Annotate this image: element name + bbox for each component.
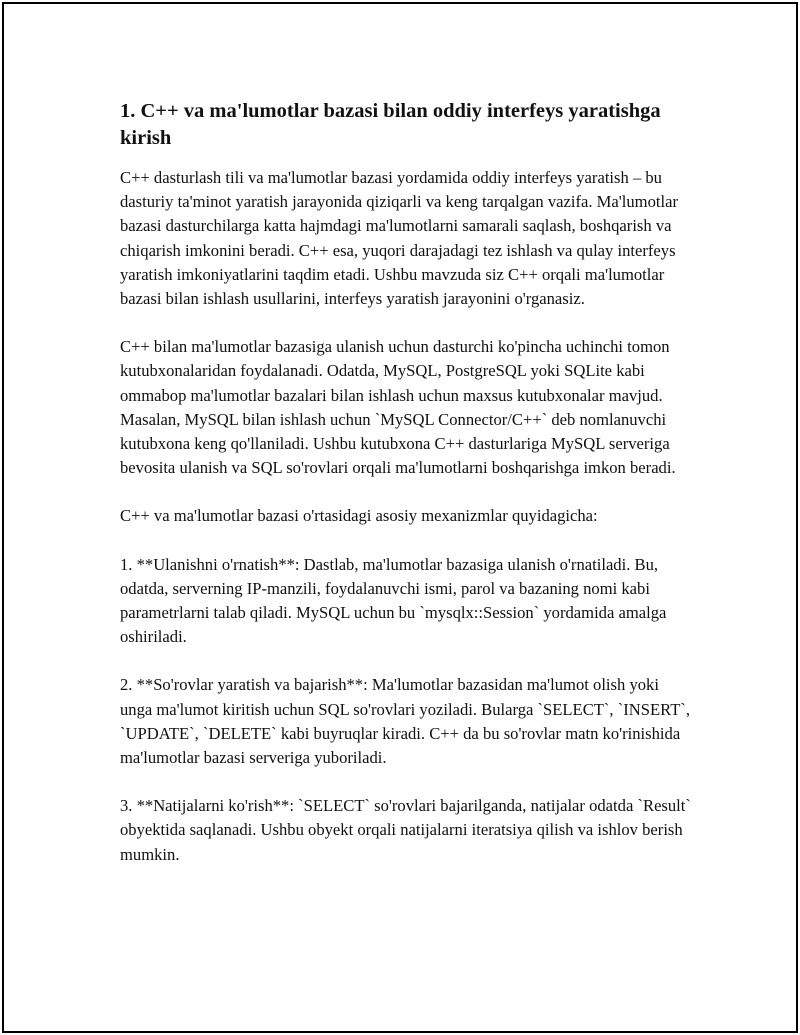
paragraph-libraries: C++ bilan ma'lumotlar bazasiga ulanish uchun dasturchi ko'pincha uchinchi tomon kutubxonalaridan foydalanadi. Odatda, MySQL, PostgreSQL yoki SQLite kabi ommabop ma'lumotlar bazalari bilan ishlash uchun maxsus kutubxonalar mavjud. Masalan, MySQL bilan ishlash uchun `MySQL Connector/C++` deb nomlanuvchi kutubxona keng qo'llaniladi. Ushbu kutubxona C++ dasturlariga MySQL serveriga bevosita ulanish va SQL so'rovlari orqali ma'lumotlarni boshqarishga imkon beradi. — [120, 337, 676, 478]
section-heading: 1. C++ va ma'lumotlar bazasi bilan oddiy interfeys yaratishga kirish — [120, 100, 661, 149]
paragraph-mechanisms-intro: C++ va ma'lumotlar bazasi o'rtasidagi asosiy mexanizmlar quyidagicha: — [120, 506, 598, 526]
paragraph-intro: C++ dasturlash tili va ma'lumotlar bazasi yordamida oddiy interfeys yaratish – bu dasturiy ta'minot yaratish jarayonida qiziqarli va keng tarqalgan vazifa. Ma'lumotlar bazasi dasturchilarga katta hajmdagi ma'lumotlarni samarali saqlash, boshqarish va chiqarish imkonini beradi. C++ esa, yuqori darajadagi tez ishlash va qulay interfeys yaratish imkoniyatlarini taqdim etadi. Ushbu mavzuda siz C++ orqali ma'lumotlar bazasi bilan ishlash usullarini, interfeys yaratish jarayonini o'rganasiz. — [120, 168, 678, 309]
list-item-connection: 1. **Ulanishni o'rnatish**: Dastlab, ma'lumotlar bazasiga ulanish o'rnatiladi. Bu, odatda, serverning IP-manzili, foydalanuvchi ismi, parol va bazaning nomi kabi parametrlarni talab qiladi. MySQL uchun bu `mysqlx::Session` yordamida amalga oshiriladi. — [120, 554, 667, 647]
list-item-queries: 2. **So'rovlar yaratish va bajarish**: Ma'lumotlar bazasidan ma'lumot olish yoki unga ma'lumot kiritish uchun SQL so'rovlari yoziladi. Bularga `SELECT`, `INSERT`, `UPDATE`, `DELETE` kabi buyruqlar kiradi. C++ da bu so'rovlar matn ko'rinishida ma'lumotlar bazasi serveriga yuboriladi. — [120, 675, 691, 768]
document-page — [2, 2, 798, 1033]
list-item-results: 3. **Natijalarni ko'rish**: `SELECT` so'rovlari bajarilganda, natijalar odatda `Result` obyektida saqlanadi. Ushbu obyekt orqali natijalarni iteratsiya qilish va ishlov berish mumkin. — [120, 796, 691, 864]
document-content — [120, 98, 694, 891]
